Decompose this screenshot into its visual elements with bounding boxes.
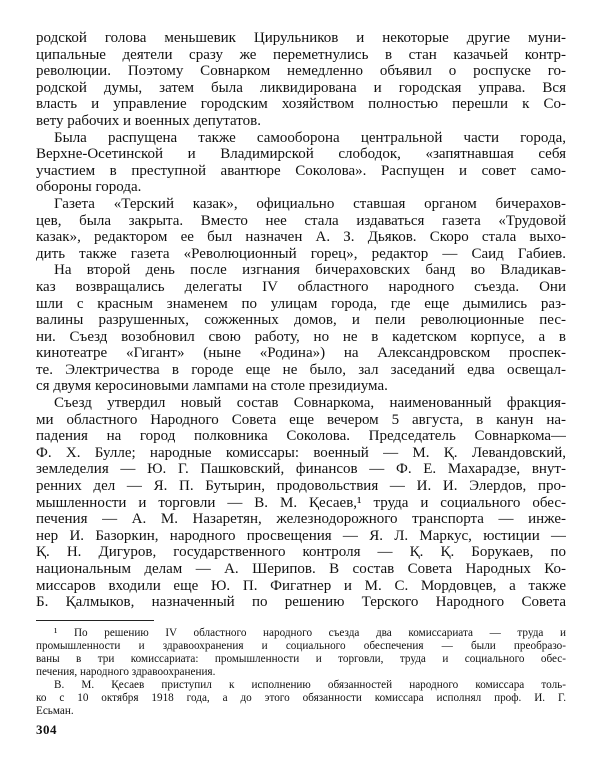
text-line: На второй день после изгнания бичераховских банд во Владикав- <box>54 262 566 279</box>
footnote-line: ко с 10 октября 1918 года, а до этого обязанности комиссара исполнял проф. И. Г. <box>36 692 566 705</box>
footnote-line: Есьман. <box>36 705 74 718</box>
text-line: родской думы, затем была ликвидирована и городская управа. Вся <box>36 79 566 96</box>
text-line: земледелия — Ю. Г. Пашковский, финансов — Ф. Е. Махарадзе, внут- <box>36 461 566 478</box>
text-line: мышленности и торговли — В. М. Қесаев,¹ труда и социального обес- <box>36 494 566 511</box>
text-line: Была распущена также самооборона центральной части города, <box>54 129 566 146</box>
text-line: каз возвращались делегаты IV областного народного съезда. Они <box>36 278 566 295</box>
main-text <box>36 30 566 611</box>
text-line: шли с красным знаменем по улицам города, где еще дымились раз- <box>36 295 566 312</box>
footnote-line: ваны в три комиссариата: промышленности и торговли, труда и социального обес- <box>36 652 566 665</box>
text-line: национальным делам — А. Шерипов. В состав Совета Народных Ко- <box>36 561 566 577</box>
text-line: родской голова меньшевик Цирульников и некоторые другие муни- <box>36 30 566 46</box>
text-line: участием в преступной авантюре Соколова». Распущен и совет само- <box>36 162 566 179</box>
text-line: нер И. Базоркин, народного просвещения — Я. Л. Маркус, юстиции — <box>36 527 566 544</box>
text-line: Газета «Терский казак», официально ставшая органом бичерахов- <box>54 195 566 212</box>
footnote-line: печения, народного здравоохранения. <box>36 666 216 679</box>
text-line: ми областного Народного Совета еще вечером 5 августа, в канун на- <box>36 411 566 428</box>
text-line: ренних дел — Я. П. Бутырин, продовольствия — И. И. Элердов, про- <box>36 478 566 495</box>
text-line: те. Электричества в городе еще не было, зал заседаний едва освещал- <box>36 361 566 378</box>
text-line: Б. Қалмыков, назначенный по решению Терского Народного Совета <box>36 594 566 611</box>
text-line: Қ. Н. Дигуров, государственного контроля — Қ. Қ. Борукаев, по <box>36 544 566 561</box>
text-line: Съезд утвердил новый состав Совнаркома, наименованный фракция- <box>54 395 566 412</box>
footnote-line: промышленности и здравоохранения и социального обеспечения — были преобразо- <box>36 639 566 652</box>
text-line: печения — А. М. Назаретян, железнодорожного транспорта — инже- <box>36 511 566 528</box>
text-line: вету рабочих и военных депутатов. <box>36 112 261 129</box>
text-line: цев, была закрыта. Вместо нее стала издаваться газета «Трудовой <box>36 212 566 229</box>
text-line: ся двумя керосиновыми лампами на столе президиума. <box>36 378 388 395</box>
text-line: валины разрушенных, сожженных домов, и пели революционные пес- <box>36 312 566 329</box>
text-line: ни. Съезд возобновил свою работу, но не в кадетском корпусе, а в <box>36 328 566 345</box>
text-line: ципальные деятели сразу же переметнулись в стан казачьей контр- <box>36 46 566 63</box>
text-line: Ф. Х. Булле; народные комиссары: военный — М. Қ. Левандовский, <box>36 444 566 461</box>
text-line: власть и управление городским хозяйством полностью перешли к Со- <box>36 96 566 113</box>
text-line: дить также газета «Революционный горец», редактор — Саид Габиев. <box>36 245 566 262</box>
footnote-divider <box>36 620 154 621</box>
text-line: кинотеатре «Гигант» (ныне «Родина») на Александровском проспек- <box>36 345 566 362</box>
text-line: обороны города. <box>36 179 142 196</box>
page-number: 304 <box>36 722 57 737</box>
text-line: революции. Поэтому Совнарком немедленно объявил о роспуске го- <box>36 63 566 80</box>
text-line: миссаров входили еще Ю. П. Фигатнер и М. С. Мордовцев, а также <box>36 577 566 594</box>
page-content <box>36 30 566 718</box>
footnote-line: В. М. Қесаев приступил к исполнению обязанностей народного комиссара толь- <box>54 679 566 692</box>
text-line: Верхне-Осетинской и Владимирской слободок, «запятнавшая себя <box>36 146 566 163</box>
text-line: падения на город полковника Соколова. Председатель Совнаркома— <box>36 428 566 445</box>
footnote-line: ¹ По решению IV областного народного съезда два комиссариата — труда и <box>54 626 566 639</box>
text-line: казак», редактором ее был назначен А. З. Дьяков. Скоро стала выхо- <box>36 229 566 246</box>
footnote <box>36 627 566 719</box>
